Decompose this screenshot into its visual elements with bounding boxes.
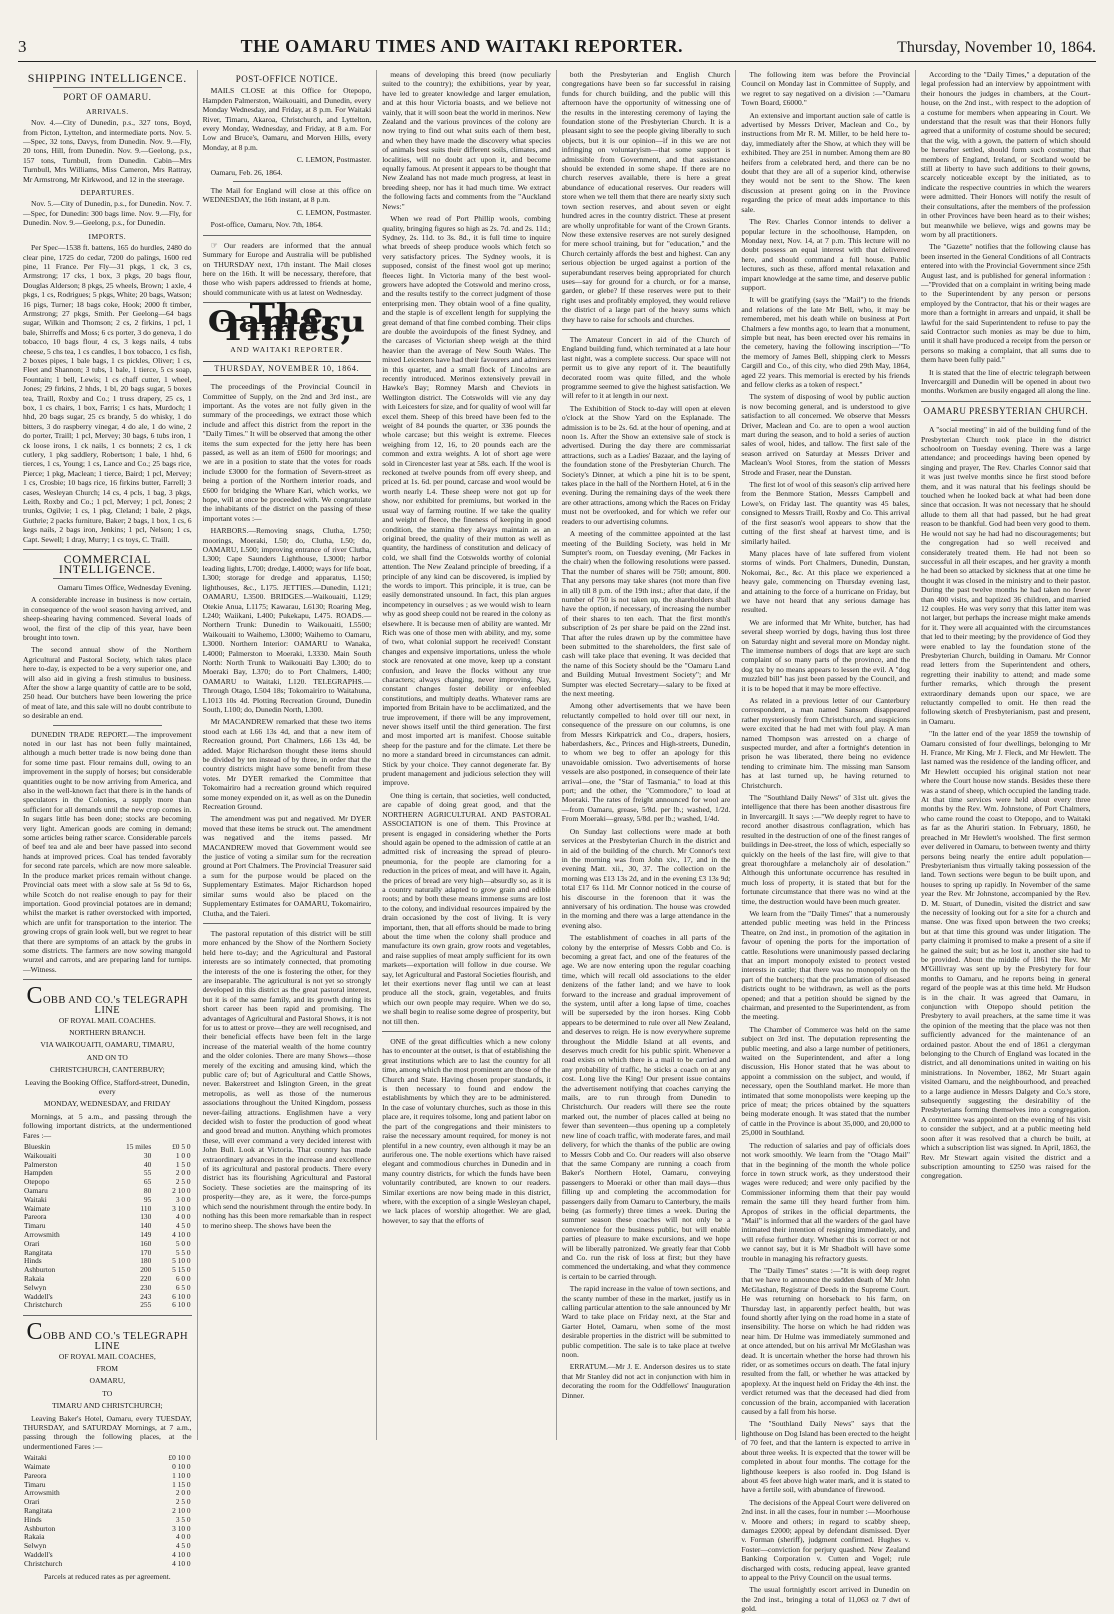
departures-heading: DEPARTURES. — [80, 188, 135, 198]
church-report: "In the latter end of the year 1859 the township of Oamaru consisted of four dwellings, belonging to Mr H. France, Mr King, Mr J. Fleck, and Mr Hewlett. The last named was the residence of the landing officer, and Mr Hewlett occupied his original station not near where the Court house now stands. Besides these there was a stand of sheep, which occupied the landing trade. At that time services were held about every three months by the Rev. Wm. Johnstone, of Port Chalmers, who came round the coast to Otepopo, and to Waitaki as far as the Ahuriri station. In February, 1860, he preached in Mr Hewlett's woolshed. The first sermon ever delivered in Oamaru, to between twenty and thirty persons being nearly the entire adult population—Presbyterianism thus virtually taking possession of the land. Town sections were begun to be built upon, and houses to spring up rapidly. In November of the same year the Rev. Mr Johnstone, accompanied by the Rev. D. M. Stuart, of Dunedin, visited the district and saw the necessity of looking out for a site for a church and manse. One was fixed upon between the two creeks; but at that time this ground was under litigation. The party claiming it promised to make a present of a site if he gained the suit; but as he lost it, another site had to be provided. About the middle of 1861 the Rev. Mr M'Gillivray was sent up by the Presbytery for four months to Oamaru, and he reports being in general regard of the people was at this time held. Mr Hudson is in the chair. It was agreed that Oamaru, in conjunction with Otepopo should petition the Presbytery to avail preachers, at the same time it was the opinion of the meeting that the place was not then sufficiently advanced for the maintenance of an ordained pastor. About the end of 1861 a clergyman belonging to the Church of England was located in the district, and all denominations united in waiting on his ministrations. In November, 1862, Mr Stuart again visited Oamaru, and the neighbourhood, and preached to a large audience in Messrs Dalgety and Co.'s store, subsequently suggesting the desirability of the Presbyterians forming themselves into a congregation. A committee was appointed on the evening of his visit to consider the subject, and at a public meeting held soon after it was resolved that a church be built, at which a subscription list was signed. In April, 1863, the Rev. Mr Stewart again visited the district and a subscription amounting to £250 was raised for the congregation. — [920, 729, 1091, 1181]
fare-place: Arrowsmith — [24, 1230, 60, 1239]
arrivals-heading: ARRIVALS. — [86, 106, 129, 116]
fare-distance: 55 — [143, 1168, 152, 1178]
post-office-notice: MAILS CLOSE at this Office for Otepopo, Hampden Palmerston, Waikouaiti, and Dunedin, every Monday Wednesday, and Friday, at 8 p.m. For Waitaki River, Timaru, Akaroa, Christchurch, and Lyttelton, every Monday, Wednesday, and Friday, at 8 a.m. For Low and Bruce's, Oamaru, and Morven Hills, every Monday, at 8 p.m. — [202, 86, 372, 152]
editorial-dateline: THURSDAY, NOVEMBER 10, 1864. — [203, 361, 372, 376]
news-item: The "Daily Times" states :—"It is with deep regret that we have to announce the sudden death of Mr John McGlashan, Registrar of Deeds in the Supreme Court. He was returning on horseback to his farm, on Thursday last, in apparently perfect health, but was found shortly after lying on the road home in a state of insensibility. The horse on which he had ridden was near him. Dr Hulme was immediately summoned and at once attended, but on his arrival Mr McGlashan was dead. It is uncertain whether the horse had thrown his rider, or as sometimes occurs on death. The fatal injury resulted from the fall, or whether he was attacked by apoplexy. At the inquest held on Friday the 4th inst. the verdict returned was that the deceased had died from concussion of the brain, accompanied with laceration caused by a fall from his horse. — [741, 1265, 910, 1417]
ad-to: TO — [102, 1388, 113, 1398]
column-4 — [557, 70, 737, 1440]
fare-distance: 230 — [140, 1282, 152, 1292]
divider — [203, 923, 372, 924]
fare-distance: 30 — [143, 1150, 152, 1160]
fare-price: 4 10 0 — [172, 1550, 191, 1559]
ad-leaving: Leaving the Booking Office, Stafford-street, Dunedin, every — [24, 1077, 190, 1096]
ad-destination: TIMARU AND CHRISTCHURCH; — [52, 1401, 163, 1411]
news-item: Many places have of late suffered from violent storms of winds. Port Chalmers, Dunedin, Dunstan, Nokomai, &c., &c. At this place we experienced a heavy gale, commencing on Thursday evening last, and attaining to the force of a hurricane on Friday, but we have not heard that any serious damage has resulted. — [741, 548, 910, 615]
divider — [562, 329, 731, 330]
article-paragraph: means of developing this breed (now peculiarly suited to the country); the exhibitions, year by year, have led to greater knowledge and larger emulation, and at this hour Victoria boasts, and we believe not vainly, that it will soon beat the world in merinos. New Zealand and the various provinces of the colony are now trying to find out what suits each of them best, and when they have made the discovery what species of animals best suits their different soils, climates, and localities, will no doubt act upon it, and become equally famous. At present it appears to be thought that New Zealand has not made much progress, at least in breeding sheep, nor has it had much time. We extract the following facts and comments from the "Auckland News:" — [382, 70, 551, 211]
fare-row — [23, 1205, 192, 1214]
fare-place: Pareora — [24, 1212, 47, 1222]
ad-drop-cap: C — [26, 1319, 43, 1346]
fare-place: Waddell's — [24, 1550, 53, 1559]
news-item: The first lot of wool of this season's clip arrived here from the Benmore Station, Messrs Campbell and Lowe's, on Friday last. The quantity was 45 bales, consigned to Messrs Traill, Roxby and Co. This arrival of the first season's wool appears to show that the cutting of the first sheaf at harvest time, and is similarly hailed. — [741, 480, 910, 546]
fare-distance: 255 — [140, 1300, 152, 1310]
trade-report: DUNEDIN TRADE REPORT.—The improvement noted in our last has not been fully maintained, although a much better trade is now being done than for some time past. Flour remains dull, owing to an improvement in the supply of horses; but considerable quantities ought to be now arriving from America, and also in the well-known fact that there is in the hands of speculators in the Colonies, a supply more than sufficient for all demands until the new crop comes in. In sugars little has been done; stocks are becoming very light. American goods are coming in demand; some articles being rather scarce. Considerable parcels of beef tea and ale and beer have passed into second hands at improved prices. Coal has tended favorably for second rate parcels, which are now more saleable. In the produce market prices remain without change. Provincial oats meet with a slow sale at 5s 9d to 6s, while Scotch do not realise enough to pay for their importation. Good provincial potatoes are in demand; whilst the market is rather overstocked with imported, which are unfit for transportation to the interior. The growing crops of grain look well, but we regret to hear that there are symptoms of an attack by the grubs in some districts. The farmers are now sowing mangold wurzel and carrots, and are preparing land for turnips.—Witness. — [23, 729, 192, 974]
column-3 — [377, 70, 557, 1440]
fare-row — [23, 1213, 192, 1222]
imports-heading: IMPORTS. — [88, 231, 127, 241]
issue-date: Thursday, November 10, 1864. — [897, 39, 1096, 56]
ad-route: VIA WAIKOUAITI, OAMARU, TIMARU, — [40, 1040, 175, 1050]
fare-price: 2 10 0 — [172, 1506, 191, 1516]
fare-place: Hampden — [24, 1168, 53, 1178]
news-item: It will be gratifying (says the "Mail") to the friends and relations of the late Mr Bell, who, it may be remembered, met his death while on business at Port Chalmers a few months ago, to learn that a monument, simple but neat, has been erected over his remains in the cemetery, having the following inscription—"To the memory of James Bell, shipping clerk to Messrs Cargill and Co., of this city, who died 29th May, 1864, aged 22 years. This memorial is erected by his friends and fellow clerks as a token of respect." — [741, 295, 910, 389]
ad-branch: NORTHERN BRANCH. — [69, 1027, 146, 1037]
news-item: The decisions of the Appeal Court were delivered on 2nd inst. in all the cases, four in number :—Moorhouse v. Moore and others; in regard to scabby sheep, damages £2000; appeal by defendant dismissed. Dyer v. Forman (sheriff), judgment confirmed. Hughes v. Foster—conviction for perjury quashed. New Zealand Banking Corporation v. Cutten and Vogel; rule discharged with costs, reducing appeal, leave granted to appeal to the Privy Council on the usual terms. — [741, 1497, 910, 1582]
fare-place: Orari — [24, 1238, 40, 1248]
fare-distance: 15 miles — [126, 1142, 152, 1152]
post-office-heading: POST-OFFICE NOTICE. — [235, 74, 338, 84]
church-heading: OAMARU PRESBYTERIAN CHURCH. — [923, 405, 1089, 416]
fare-place: Selwyn — [24, 1541, 47, 1551]
ad-destination: CHRISTCHURCH, CANTERBURY; — [49, 1065, 165, 1075]
cobb-coach-ad-oamaru — [23, 1319, 192, 1581]
fare-price: 3 0 0 — [175, 1194, 191, 1204]
pointing-hand-icon: ☞ — [210, 240, 224, 250]
fare-place: Rakaia — [24, 1532, 45, 1542]
departures-text: Nov. 5.—City of Dunedin, p.s., for Dunedin. Nov. 7.—Spec, for Dunedin: 300 bags lime. Nov. 9.—Fly, for Dunedin. Nov. 9.—Geelong, p.s., for Dunedin. — [23, 199, 192, 228]
fare-price: 6 5 0 — [175, 1282, 191, 1292]
fare-place: Waitaki — [24, 1453, 47, 1463]
fare-distance: 110 — [140, 1203, 152, 1213]
mail-notice: The Mail for England will close at this office on WEDNESDAY, the 16th instant, at 8 p.m. — [202, 186, 372, 205]
fare-place: Christchurch — [24, 1300, 63, 1310]
news-item: The system of disposing of wool by public auction is now becoming general, and is understood to give satisfaction to all concerned. We observe that Messrs Driver, Maclean and Co. are to open a wool auction mart during the season, and to hold a series of auction sales of wool, hides, and tallow. The first sale of the season arrived on Saturday at Messrs Driver and Maclean's Wool Stores, from the station of Messrs Strode and Fraser, near the Dunstan. — [741, 392, 910, 477]
divider — [382, 1031, 551, 1032]
ad-from: FROM — [96, 1363, 119, 1373]
news-item: The Exhibition of Stock to-day will open at eleven o'clock at the Show Yard on the Esplanade. The admission is to be 2s. 6d. at the hour of opening, and at noon 1s. After the Show an extensive sale of stock is advertised. During the day there are commissariat attractions, such as a Ladies' Bazaar, and the laying of the foundation stone of the Presbyterian Church. The Society's Dinner, at which a pine hit is to be spent, takes place in the hall of the Northern Hotel, at 6 in the evening. During the remaining days of the week there are other attractions, among which the Races on Friday must not be overlooked, and for which we refer our readers to our advertising columns. — [561, 403, 731, 526]
fare-price: 1 15 0 — [172, 1479, 191, 1489]
news-item: As related in a previous letter of our Canterbury correspondent, a man named Sansom disappeared rather mysteriously from Christchurch, and suspicions were excited that he had met with foul play. A man named Thompson was arrested on a charge of suspected murder, and after a fortnight's detention in prison he was liberated, there being no evidence tending to criminate him. The missing man Sansom has at last turned up, he having returned to Christchurch. — [741, 696, 910, 790]
ad-time: Mornings, at 5 a.m., and passing through the following important districts, at the undermentioned Fares :— — [23, 1111, 192, 1140]
fare-place: Rangitata — [24, 1506, 53, 1516]
fare-price: 2 5 0 — [175, 1497, 191, 1507]
fare-place: Waddell's — [24, 1291, 53, 1301]
fare-distance: 140 — [140, 1221, 152, 1231]
newspaper-title: THE OAMARU TIMES AND WAITAKI REPORTER. — [240, 36, 683, 56]
article-paragraph: When we read of Port Phillip wools, combing quality, bringing figures so high as 2s. 7d. and 2s. 11d.; Sydney, 2s. 11d. to 3s. 8d., it is full time to inquire what breeds of sheep produce wools which fetch so very satisfactory prices. The Sydney wools, it is supposed, consist of the finest wool got up merino; fleeces light. In Victoria many of the best wool-growers have adopted the Cotswold and merino cross, and the results testify to the correct judgment of those enterprising men. They obtain wool of a fine quality, and the staple is of excellent length for supplying the great demand of that fine combed combing. Their clips are double the avoirdupois of the finest Sydney, and the carcases of Victorian sheep weigh at the third heavier than the average of New South Wales. The mixed Leicesters have had their favourers and admirers in this quarter, and a small flock of Lincolns are recently introduced. Merinos extensively prevail in Hawke's Bay; Romney Marsh and Cheviots in Wellington district. The Cotswolds will vie any day with Leicesters for size, and for quality of wool will far excel them. Sheep of this breed have been fed to the weight of 84 pounds the quarter, or 336 pounds the whole carcase; but this weight is extreme. Fleeces weighing from 12, 16, to 20 pounds each are the common and extra weights. A lot of short age were sold in Cirencester last year at 58s. each. If the wool is reckoned at twelve pounds from off every sheep, and priced at 1s. 6d. per pound, carcase and wool would be worth nearly L4. These sheep were not got up for show, nor exhibited for premiums, but worked in the usual way of farming routine. If we take the quality and weight of fleece, the fineness of keeping in good condition, the stamina they always maintain as an original breed, the quality of their mutton as well as quantity, the hardiness of constitution and delicacy of cold, we shall find the Cotswolds worthy of colonial attention. The New Zealand principle of breeding, if a principle of any kind can be discovered, is implied by the words to import. This principle, it is true, can be easily demonstrated unsound. In fact, this plan argues incompetency in ourselves ; as we would wish to learn why as good sheep could not be reared in the colony as elsewhere. It is because men of ability are wanted. Mr Rich was one of those men with ability, and my, some of two, what colonial support he received! Constant changes and expensive importations, unless the whole stock are renovated at one move, keep up a constant confusion, and leave the flocks without any true characters; always changing, never improving. Nay, constant changes foster debility or enfeebled constitutions, and multiply deaths. Whatever rams are imported from Britain have to be acclimatized, and the true improvement, if there will be any improvement, never shows itself until the third generation. The first and most imported art is manifest. Choose suitable sheep for the pasture and for the climate. Let there be no more a standard breed in circumstances can admit. Stick by your choice. They cannot degenerate far. By prudent management and judicious selection they will improve. — [382, 214, 551, 788]
ad-days: MONDAY, WEDNESDAY, and FRIDAY — [43, 1099, 171, 1109]
news-item: ERRATUM.—Mr J. E. Anderson desires us to state that Mr Stanley did not act in conjunction with him in decorating the room for the Oddfellows' Inauguration Dinner. — [561, 1362, 731, 1400]
fare-distance: 180 — [140, 1256, 152, 1266]
news-item: The Amateur Concert in aid of the Church of England building fund, which terminated at a late hour last night, was a complete success. Our space will not permit us to give any report of it. The beautifully decorated room was quite filled, and the whole programme seemed to give the highest satisfaction. We will refer to it at length in our next. — [561, 334, 731, 401]
fare-row — [23, 1560, 192, 1569]
fare-place: Timaru — [24, 1479, 46, 1489]
news-item: The following item was before the Provincial Council on Monday last in Committee of Supply, and we regret to say negatived on a division :—"Oamaru Town Board, £6000." — [741, 70, 910, 108]
fare-price: 4 10 0 — [172, 1558, 191, 1568]
news-item: Among other advertisements that we have been reluctantly compelled to hold over till our next, in consequence of the pressure on our columns, is one from Messrs Kirkpatrick and Co., drapers, hosiers, haberdashers, &c., Princes and High-streets, Dunedin, to whom we beg to offer an apology for this unavoidable omission. Two advertisements of horse vessels are also postponed, in consequence of their late arrival—one, the "Star of Tasmania," to load at this port; and the other, the "Commodore," to load at Moeraki. The rates of freight announced for wool are—from Oamaru, grease, 5/8d. per lb.; washed, 1/2d. From Moeraki—greasy, 5/8d. per lb.; washed, 1/4d. — [561, 701, 731, 824]
article-paragraph: One thing is certain, that societies, well conducted, are capable of doing great good, and that the NORTHERN AGRICULTURAL AND PASTORAL ASSOCIATION is one of them. This Province at present is engaged in considering whether the Ports should again be opened to the admission of cattle at an admitted risk of increasing the spread of pleuro-pneumonia, for the people are clamoring for a reduction in the prices of meat, and will have it. Again, the prices of bread are very high—absurdly so, as it is a country naturally adapted to grow grain and edible roots; and by both these means immense sums are lost to the colony, and individual resources impaired by the drain occasioned by the cost of living. It is very important, then, that all efforts should be made to bring about the time when the colony shall produce and manufacture its own grain, grow roots and vegetables, and raise supplies of meat amply sufficient for its own markets—exportation will follow in due course. We say, let Agricultural and Pastoral Societies flourish, and let their exertions never flag until we can at least produce all the stock, grain, vegetables, and fruits which our own people may require. When we do so, we shall begin to realise some degree of prosperity, but not till then. — [382, 790, 551, 1026]
fare-place: Selwyn — [24, 1282, 47, 1292]
news-item: A meeting of the committee appointed at the last meeting of the Building Society, was held in Mr Sumpter's room, on Tuesday evening, (Mr Fackes in the chair) when the following resolutions were passed. That the number of shares will be 750; amount, 800. That any persons may take shares (not more than five in all) till 8 p.m. of the 19th inst.; after that date, if the number of 750 is not taken up, the shareholders shall have the option, if necessary, of increasing the number of their shares to ten each. That the first month's subscription of 2s per share be paid on the 22nd inst. That after the rules drawn up by the committee have been submitted to the shareholders, the first sale of cash will take place that evening. It was decided that the name of this Society should be the "Oamaru Land and Building Mutual Investment Society"; and Mr Sumpter was elected Secretary—salary to be fixed at the next meeting. — [561, 529, 731, 698]
editorial-paragraph: The pastoral reputation of this district will be still more enhanced by the Show of the Northern Society held here to-day; and the Agricultural and Pastoral interests are so intimately connected, that promoting the interests of the one is fostering the other, for they are inseparable. The agricultural is not yet so strongly developed in this district as the great pastoral interest, but it is of the same family, and its growth during its short career has been rapid and promising. The advantages of Agricultural and Pastoral Shows, it is not for us to attest or prove—they are well recognised, and their beneficial effects have been felt in the large increase of the material wealth of the home country and the older colonies. There are many Shows—those merely of the exciting and amusing kind, which the public care of; but of Agricultural and Cattle Shows, never. Bakerstreet and Islington Green, in the great metropolis, as well as those of the numerous associations throughout the United Kingdom, possess never-failing attractions. Englishmen have a very decided wish to foster the production of good wheat and good bread and mutton. Anything which promotes these, will ever command a very decided interest with John Bull. Look at Victoria. That country has made extraordinary advances in the increase and excellence of its agricultural and pastoral products. There every district has its flourishing Agricultural and Pastoral Society. These societies are the mainspring of its prosperity—they are, as it were, the force-pumps which send the nourishment through the entire body. In nothing has this been more remarkable than in respect to merino sheep. The shows have been the — [202, 928, 372, 1230]
fare-row — [23, 1275, 192, 1284]
divider — [951, 420, 1061, 421]
news-item: The establishment of coaches in all parts of the colony by the enterprise of Messrs Cobb and Co. is becoming a great fact, and one of the features of the age. We are now entering upon the regular coaching time, which will recall old associations to the elder denizens of the father land; and we have to look forward to the increase and gradual improvement of the system, until after a long lapse of time, coaches will be superseded by the iron horses. King Cobb appears to be determined to rule over all New Zealand, and deserves to reign. He is now everywhere supreme throughout the Middle Island at all events, and deserves much credit for his public spirit. Whenever a road exists on which there is a mail to be carried and any probability of traffic, he sticks a coach on at any cost. Long live the King! Our present issue contains the advertisement notifying that coaches carrying the mails, are to run through from Dunedin to Christchurch. Our readers will there see the route marked out, the number of places called at being no fewer than seventeen—thus opening up a completely new line of coach traffic, with moderate fares, and mail delivery, for which the thanks of the public are owing to Messrs Cobb and Co. Our readers will also observe that the same Company are running a coach from Baker's Northern Hotel, Oamaru, conveying passengers to Moeraki or other than mail days—thus filling up and completing the accommodation for passengers daily from Oamaru to Canterbury, the mails being (as formerly) three times a week. During the summer season these coaches will not only be a convenience for the business public, but will enable parties of pleasure to make excursions, and we hope will be liberally patronized. We greatly fear that Cobb and Co. run the risk of loss at first; but they have commenced the undertaking, and what they commence is certain to be carried through. — [561, 933, 731, 1281]
post-office-date: Post-office, Oamaru, Nov. 7th, 1864. — [210, 220, 323, 230]
news-item: According to the "Daily Times," a deputation of the legal profession had an interview by appointment with their honours the judges in chambers, at the Court-house, on the 2nd inst., with respect to the adoption of a costume for members when appearing in Court. We understand that the result was that their Honors fully agreed that a uniformity of costume should be secured; that the wig, with a gown, the pattern of which should be hereafter settled, should form such costume; that members of England, Ireland, or Scotland would be still at liberty to have such additions to their gowns, scarcely noticeable except by the initiated, as to indicate the respective countries in which the wearers were admitted. Their Honors will notify the result of their consultations, after the members of the profession in other Provinces have been heard as to their wishes; but meanwhile we believe, wigs and gowns may be worn by all practitioners. — [920, 70, 1091, 239]
news-item: We learn from the "Daily Times" that a numerously attended public meeting was held in the Princess Theatre, on 2nd inst., in promotion of the agitation in favour of opening the ports for the importation of cattle. Resolutions were unanimously passed declaring that an import monopoly existed to protect vested interests in cattle; that there was no monopoly on the part of the butchers; that the proclamation of diseased districts ought to be withdrawn, as well as the ports opened; and that a petition should be signed by the chairman, and presented to the Superintendent, as from the meeting. — [741, 908, 910, 1022]
divider — [23, 979, 192, 980]
commercial-heading: COMMERCIAL INTELLIGENCE. — [58, 552, 156, 576]
fare-price: 5 15 0 — [172, 1265, 191, 1275]
fare-price: 4 0 0 — [175, 1212, 191, 1222]
fare-price: 2 10 0 — [172, 1186, 191, 1196]
news-item: The Chamber of Commerce was held on the same subject on 3rd inst. The deputation representing the public meeting, and also a large number of petitioners, waited on the Superintendent, and after a long discussion, His Honor stated that he was about to appoint a commission on the subject, and would, if necessary, open the Southland market. He more than intimated that some monopolists were keeping up the price of meat; the prices obtained by the squatters being moderate enough. It was stated that the number of cattle in the Province is about 35,000, and 20,000 to 25,000 in Southland. — [741, 1024, 910, 1138]
fare-place: Blueskin — [24, 1142, 51, 1152]
fare-distance: 40 — [143, 1159, 152, 1169]
fare-table-oamaru — [23, 1454, 192, 1568]
fare-price: 0 10 0 — [172, 1462, 191, 1472]
commercial-paragraph: The second annual show of the Northern Agricultural and Pastoral Society, which takes place here to-day, is expected to be a very superior one, and will also aid in giving a fresh stimulus to business. After the show a large quantity of cattle are to be sold, 250 head. Our butchers have been lowering the price of meat of late, and this sale will no doubt contribute to so desirable an end. — [23, 645, 192, 721]
news-item: The reduction of salaries and pay of officials does not work smoothly. We learn from the "Otago Mail" that in the beginning of the month the whole police force in town struck work, as they understood their wages were reduced; and were only pacified by the Commissioner informing them that their pay would remain the same till they heard further from him. Apropos of strikes in the official departments, the "Mail" is informed that all the warders of the gaol have intimated their intention of resigning immediately, and will refuse further duty. Whether this is correct or not we cannot say, but it is Mr Shadbolt will have some trouble in managing his refractory guests. — [741, 1140, 910, 1263]
column-2 — [198, 70, 378, 1440]
ad-title-text: OBB AND CO.'s TELEGRAPH LINE — [42, 1331, 189, 1353]
fare-place: Waimate — [24, 1462, 51, 1472]
commercial-dateline: Oamaru Times Office, Wednesday Evening. — [57, 582, 192, 592]
fare-price: 5 5 0 — [175, 1247, 191, 1257]
news-item: On Sunday last collections were made at both services at the Presbyterian Church in the district and in aid of the building of the church. Mr Connor's text in the morning was from John xiv., 17, and in the evening Matt. xii., 30, 37. The collection on the morning was £13 13s 2d, and in the evening £3 13s 9d; total £17 6s 11d. Mr Connor noticed in the course of his discourse in the forenoon that it was the anniversary of his ordination. The house was crowded in the morning and there was a large attendance in the evening also. — [561, 826, 731, 930]
editorial-paragraph: The proceedings of the Provincial Council in Committee of Supply, on the 2nd and 3rd inst., are important. As the votes are not fully given in the summary of the proceedings, we extract those which include and affect this district from the report in the "Daily Times." It will be observed that among the other items the sum expected for the jetty here has been passed, as well as an item of £600 for moorings; and we are in a position to state that the votes for roads include £3000 for the formation of Severn-street as being a portion of the Northern interior roads, and £600 for bridging the Whare Kari, which works, we hope, will at once be proceeded with. We congratulate the inhabitants of the district on the passing of these important votes :— — [202, 382, 372, 523]
divider — [53, 578, 162, 579]
news-item: The "Southland Daily News" says that the lighthouse on Dog Island has been erected to the height of 70 feet, and that the lantern is expected to arrive in about three weeks. It is expected that the tower will be completed in about four months. The cottage for the lighthouse keepers is also roofed in. Dog Island is about 45 feet above high water mark, and it is stated to have a fertile soil, with abundance of firewood. — [741, 1419, 910, 1495]
divider — [53, 725, 162, 726]
fare-price: 6 10 0 — [172, 1291, 191, 1301]
ad-route-connector: AND ON TO — [86, 1052, 128, 1062]
ad-subtitle: OF ROYAL MAIL COACHES. — [58, 1015, 156, 1025]
fare-price: 5 10 0 — [172, 1256, 191, 1266]
fare-place: Palmerston — [24, 1159, 58, 1169]
page-number: 3 — [18, 37, 27, 56]
cobb-coach-ad-northern — [23, 983, 192, 1310]
imports-text: Per Spec—1538 ft. battens, 165 do hurdles, 2480 do clear pine, 1725 do cedar, 7200 do palings, 1600 red pine, 11 France. Per Fly—31 pkgs, 1 ck, 3 cs, Armstrong; 17 cks, 1 box, 3 pkgs, 20 bags flour, Douglas Alderson; 8 pkgs, 25 wheels, Brown; 1 axle, 4 pkgs, 1 cs, Rodrigues; 5 pkgs, White; 20 bags, Watson; 16 pigs, Turner; 18 bags coke, Hook; 2000 ft timber, Armstrong; 27 pkgs, Smith. Per Geelong—64 bags sugar, Wilkin and Thomson; 2 cs, 2 firkins, 1 pcl, 1 bale, Shirreffs and Moss; 6 cs porter, 3 do geneva, 1 do tobacco, 10 bags flour, 4 cs, 3 kegs nails, 4 tubs cheese, 5 chs tea, 1 cs candles, 1 box tobacco, 1 cs fish, 2 boxes pipes, 1 bale bags, 1 cs pickles, Oliver; 1 cs, Fleet and Shannon; 3 tubs, 1 bale, 1 tierce, 5 cs soap, Fountain; 1 bell, Lewis; 1 cs chaff cutter, 1 wheel, Jones; 29 firkins, 2 hhds, 1 bl, 20 bags sugar, 5 boxes tea, Traill, Roxby and Co.; 1 truss drapery, 25 cs, 1 box, 1 cs chairs, 1 box, Farris; 1 cs hats, Murdoch; 1 hhd, 20 bags sugar, 25 cs brandy, 5 do whisky, 1 do bitters, 3 do raspberry vinegar, 4 do ale, 1 do wine, 2 do porter, Traill; 1 pcl, Mervey; 30 bags, 6 tubs iron, 1 ck loose irons, 1 ck nails, 1 cs bonnets; 2 cs, 1 ck cutlery, 1 pkg saddlery, Robertson; 1 bale, 1 hhd, 6 tierces, 1 cs, Young; 1 cs, Lance and Co.; 25 bags rice, Pierce; 1 pkg, Maclean; 1 tierce, Baird; 1 pcl, Mervey; 1 cs, Crosbie; 10 bags rice, 16 firkins butter, Farrell; 3 cases, Wesleyan Church; 14 cs, 4 pcls, 1 bag, 3 pkgs, Leith, Roxby and Co.; 1 pcl, Mervey; 1 pcl, Jones; 2 trunks, Ogilvie; 1 cs, 1 pkg, Cleland; 1 bale, 2 pkgs, Guthrie; 2 packs furniture, Baker; 2 bags, 1 box, 1 cs, 6 kegs nails, 2 bags iron, Jenkins; 1 pcl, Nelson; 1 cs, Capt. Sewell; 1 dray, Murry; 1 cs toys, C. Traill. — [23, 243, 192, 544]
shipping-heading: SHIPPING INTELLIGENCE. — [27, 71, 187, 85]
fare-place: Orari — [24, 1497, 40, 1507]
masthead — [18, 36, 1096, 62]
article-paragraph: ONE of the great difficulties which a new colony has to encounter at the outset, is that of establishing the great institutions which are to last the country for all time, among which the most prominent are those of the Church and State. Having chosen proper standards, it is then necessary to found and endow the establishments by which they are to be administered. In the case of voluntary churches, such as those in this place are, it requires tolsome, long and patient labor on the part of the congregations and their ministers to raise the necessary amount required, for money is not plentiful in a new country, even although it may be an auriferous one. The noble exertions which have raised elegant and commodious churches in Dunedin and in many country districts, for which the funds have been voluntarily contributed, are known to our readers. Similar exertions are now being made in this district, where, with the exception of a single Wesleyan chapel, we lack places of worship altogether. We are glad, however, to say that the efforts of — [382, 1037, 551, 1225]
ad-title — [23, 1319, 192, 1353]
fare-row — [23, 1178, 192, 1187]
fare-price: 1 10 0 — [172, 1470, 191, 1480]
fare-place: Pareora — [24, 1470, 47, 1480]
fare-place: Oamaru — [24, 1186, 48, 1196]
fare-distance: 170 — [140, 1247, 152, 1257]
news-item: It is stated that the line of electric telegraph between Invercargill and Dunedin will be opened in about two months. Workmen are busily engaged all along the line. — [920, 367, 1091, 396]
divider — [233, 181, 342, 182]
fare-row — [23, 1301, 192, 1310]
nameplate-subtitle: AND WAITAKI REPORTER. — [230, 345, 344, 355]
fare-row — [23, 1525, 192, 1534]
fare-price: 4 5 0 — [175, 1221, 191, 1231]
church-report: A "social meeting" in aid of the building fund of the Presbyterian Church took place in the district schoolroom on Tuesday evening. There was a large attendance; and proceedings having been opened by singing and prayer, The Rev. Charles Connor said that it was just twelve months since he first stood before them, and it was natural that his feelings should be touched when he looked back at what had been done since that occasion. It was not necessary that he should allude to them all that had passed, but he had great reason to be thankful. God had been very good to them. He would not say he had had no discouragements; but the congregation had so well received and considerately treated them. He had not been so successful in all their escapes, and her gravity a month he had been so attacked by sickness that at one time he thought it was closed in the ministry and to their pastor. During the past twelve months he had taken no fewer than 400 visits, and baptized 36 children, and married 12 couples. He was very sorry that this latter item was not larger, but perhaps the increase might make amends for it. They were all acquainted with the circumstances that led to their meeting; by the providence of God they were enabled to lay the foundation stone of the Presbyterian Church, building in Oamaru. Mr Connor read letters from the Superintendent and others, regretting their inability to attend; and made some further remarks, which through the present extraordinary demands upon our space, we are reluctantly compelled to omit. He then read the following sketch of Presbyterianism, past and present, in Oamaru. — [920, 425, 1091, 726]
news-item: The usual fortnightly escort arrived in Dunedin on the 2nd inst., bringing a total of 11,063 oz 7 dwt of gold. — [741, 1585, 910, 1614]
columns — [18, 70, 1096, 1614]
fare-price: 3 10 0 — [172, 1523, 191, 1533]
editorial-paragraph: Mr MACANDREW remarked that these two items stood each at L66 13s 4d, and that a new item of Recreation ground, Port Chalmers, L66 13s 4d, be added. Major Richardson thought these items should be divided by ten instead of by three, in order that the country districts might have some benefit from these votes. Mr DYER remarked the Committee that Tokomairiro had a recreation ground which required some money expended on it, as well as on the Dunedin Recreation Ground. — [202, 717, 372, 812]
fare-distance: 243 — [140, 1291, 152, 1301]
fare-distance: 80 — [143, 1186, 152, 1196]
fare-place: Christchurch — [24, 1558, 63, 1568]
reader-notice — [203, 241, 372, 297]
fare-distance: 149 — [140, 1230, 152, 1239]
news-item: The "Gazette" notifies that the following clause has been inserted in the General Conditions of all Contracts entered into with the Provincial Government since 25th August last, and is published for general information :—"Provided that on a complaint in writing being made to the Superintendent by any person or persons employed by the Contractor, that his or their wages are more than a fortnight in arrears and unpaid, it shall be lawful for the said Superintendent to refuse to pay the said Contractor such monies as may be due to him, until it shall have produced a receipt from the person or persons so making a complaint, that all sums due to them have been fully paid." — [920, 242, 1091, 365]
fare-price: 2 5 0 — [175, 1177, 191, 1187]
fare-price: 1 0 0 — [175, 1150, 191, 1160]
fare-row — [23, 1463, 192, 1472]
fare-row — [23, 1249, 192, 1258]
news-item: The Rev. Charles Connor intends to deliver a popular lecture in the schoolhouse, Hampden, on Monday next, Nov. 14, at 7 p.m. This lecture will no doubt possess an equal interest with that delivered here, and should command a full house. Public lectures, such as these, afford mental relaxation and impart knowledge at the same time, and deserve public support. — [741, 217, 910, 292]
fare-price: £0 5 0 — [172, 1142, 191, 1152]
ad-drop-cap: C — [26, 983, 43, 1010]
fare-distance: 95 — [143, 1194, 152, 1204]
fare-row — [23, 1231, 192, 1240]
divider — [23, 549, 192, 550]
fare-place: Hinds — [24, 1514, 42, 1524]
fare-place: Waimate — [24, 1203, 51, 1213]
fare-distance: 160 — [140, 1238, 152, 1248]
divider — [53, 87, 162, 88]
fare-row — [23, 1533, 192, 1542]
divider — [23, 1315, 192, 1316]
fare-row — [23, 1507, 192, 1516]
fare-price: 3 5 0 — [175, 1514, 191, 1524]
fare-table-northern — [23, 1143, 192, 1310]
editorial-paragraph: The amendment was put and negatived. Mr DYER moved that these items be struck out. The amendment was negatived and the items passed. Mr MACANDREW moved that Government would see the justice of voting a similar sum for the recreation ground at Port Chalmers. The Provincial Treasurer said a sum for the purpose would be placed on the Supplementary Estimates. Major Richardson hoped similar sums would also be placed on the Supplementary Estimates for OAMARU, Tokomairiro, Clutha, and the Taieri. — [202, 814, 372, 918]
column-1 — [18, 70, 198, 1581]
fare-place: Otepopo — [24, 1177, 50, 1187]
news-item: The "Southland Daily News" of 31st ult. gives the intelligence that there has been another disastrous fire in Invercargill. It says :—"We deeply regret to have to record another disastrous conflagration, which has resulted in the destruction of one of the finest ranges of buildings in Dee-street, the loss of which, especially so quickly on the heels of the last fire, will give to that great thoroughfare a melancholy air of desolation." Although this unfortunate occurrence has resulted in much loss of property, it is stated that but for the fortunate circumstance that there was no wind at the time, the destruction would have been much greater. — [741, 793, 910, 906]
fare-place: Waitaki — [24, 1194, 47, 1204]
fare-price: 1 5 0 — [175, 1159, 191, 1169]
fare-place: Timaru — [24, 1221, 46, 1231]
divider — [203, 235, 372, 236]
fare-distance: 65 — [143, 1177, 152, 1187]
nameplate-title: The Oamaru Times, — [207, 297, 367, 348]
fare-price: 4 5 0 — [175, 1541, 191, 1551]
editorial-votes: HARBORS.—Removing snags, Clutha, L750; moorings, Moeraki, L50; do, Clutha, L50; do, OAMARU, L500; improving entrance of river Clutha, L300; Cape Saunders Lighthouse, L3000; harbor leading lights, L700; dredge, L4000; ways for life boat, L300; storage for dredge and apparatus, L150; lighthouses, &c., L175. JETTIES.—Dunedin, L121; OAMARU, L3500. BRIDGES.—Waikouaiti, L129; Otekie Anua, L1175; Kawarau, L6130; Roaring Meg, L240; Waiikani, L400; Pukekapu, L475. ROADS.—Northern Trunk: Dunedin to Waikouaiti, L5500; Waikouaiti to Waihemo, L3000; Waihemo to Oamaru, L3000. Northern Interior: OAMARU to Wanaka, L4000; Palmerston to Moeraki, L3330. Main South North: North Trunk to Waikouaiti Bay L300; do to Moeraki Bay, L370; do to Port Chalmers, L400; OAMARU to Waitaki, L120. TELEGRAPHS.—Through Otago, L504 18s; Tokomairiro to Waitahuna, L1013 10s 4d. Plotting Recreation Ground, Dunedin South, L100; do, Dunedin North, L300. — [202, 526, 372, 714]
fare-price: 4 10 0 — [172, 1230, 191, 1239]
ad-footer: Parcels at reduced rates as per agreement. — [43, 1571, 171, 1581]
fare-place: Arrowsmith — [24, 1488, 60, 1498]
ad-leaving: Leaving Baker's Hotel, Oamaru, every TUESDAY, THURSDAY, and SATURDAY Mornings, at 7 a.m., passing through the following places, at the undermentioned Fares :— — [23, 1413, 192, 1451]
fare-row — [23, 1472, 192, 1481]
fare-distance: 220 — [140, 1273, 152, 1283]
nameplate — [203, 297, 372, 355]
ad-title-text: OBB AND CO.'s TELEGRAPH LINE — [42, 995, 189, 1017]
fare-price: 6 0 0 — [175, 1273, 191, 1283]
fare-distance: 130 — [140, 1212, 152, 1222]
fare-price: 3 10 0 — [172, 1203, 191, 1213]
news-item: The rapid increase in the value of town sections, and the scanty number of these in the market, justify us in calling particular attention to the sale announced by Mr Ward to take place on Friday next, at the Star and Garter Hotel, Oamaru, when some of the most desirable properties in the district will be submitted to public competition. The sale is to take place at twelve noon. — [561, 1284, 731, 1360]
article-paragraph: both the Presbyterian and English Church congregations have been so far successful in raising funds for church building, and the public will this afternoon have the opportunity of witnessing one of the results in the interesting ceremony of laying the foundation stone of the Presbyterian Church. It is a pleasant sight to see the people giving liberally to such objects, but it is our opinion—if in this we are not infringing on voluntaryism—that some support is admissible from Government, and that assistance should be extended in some shape. If there are no church reserves available, there is here a great abundance of educational reserves. Our readers will store when we tell them that there are nearly sixty such town section reserves, and about seven or eight hundred acres in the country district. These at present are wholly unprofitable for want of the Crown Grants. Now these extensive reserves are not surely designed for mere school training, but for "education," and the Church certainly affords the best and highest. Can any serious objection be urged against a portion of the superabundant reserves being appropriated for church uses—say for ground for a church, or for a manse, garden, or glebe? If these reserves were put to their right uses and profitably employed, they would relieve the district of a large part of the heavy sums which they have to raise for schools and churches. — [561, 70, 731, 324]
fare-place: Rakaia — [24, 1273, 45, 1283]
fare-place: Ashburton — [24, 1265, 56, 1275]
commercial-paragraph: A considerable increase in business is now certain, in consequence of the wool season having arrived, and sheep-shearing having commenced. Several loads of wool, the first of the clip of this year, have been brought into town. — [23, 595, 192, 642]
news-item: An extensive and important auction sale of cattle is advertised by Messrs Driver, Maclean and Co., by instructions from Mr R. M. Miller, to be held here to-day, immediately after the Show, at which they will be exhibited. They are 251 in number. Among them are 80 heifers from a celebrated herd, and there can be no doubt that they are all of a superior kind, otherwise they would not be sent to the Show. The keen discussion at present going on in the Province regarding the price of meat adds importance to this sale. — [741, 110, 910, 214]
ad-subtitle: OF ROYAL MAIL COACHES, — [58, 1351, 156, 1361]
arrivals-text: Nov. 4.—City of Dunedin, p.s., 327 tons, Boyd, from Picton, Lyttelton, and intermediate ports. Nov. 5.—Spec, 32 tons, Davys, from Dunedin. Nov. 9.—Fly, 20 tons, Hill, from Dunedin. Nov. 9.—Geelong, p.s., 157 tons, Turnbull, from Dunedin. Cabin—Mrs Turnbull, Mrs Williams, Miss Cameron, Mrs Rattray, Mr Armstrong, Mr Kirkwood, and 12 in the steerage. — [23, 118, 192, 184]
fare-price: 2 0 0 — [175, 1168, 191, 1178]
fare-place: Waikouaiti — [24, 1150, 57, 1160]
fare-price: 5 0 0 — [175, 1238, 191, 1248]
post-office-signature: C. LEMON, Postmaster. — [296, 155, 372, 165]
fare-distance: 200 — [140, 1265, 152, 1275]
port-heading: PORT OF OAMARU. — [63, 92, 152, 103]
fare-price: 6 10 0 — [172, 1300, 191, 1310]
divider — [921, 401, 1091, 402]
news-item: We are informed that Mr White, butcher, has had several sheep worried by dogs, having thus lost three on Saturday night and several more on Monday night. The immense numbers of dogs that are kept are such complaint of so many parts of the province, and the dog tax by no means appears to lessen the evil. A "dog muzzled bill" has just been passed by the Council, and it is to be hoped that it may be more effective. — [741, 617, 910, 693]
fare-row — [23, 1187, 192, 1196]
column-5 — [736, 70, 916, 1614]
fare-price: 2 0 0 — [175, 1488, 191, 1498]
reader-notice-text: Our readers are informed that the annual Summary for Europe and Australia will be published on THURSDAY next, 17th instant. The Mail closes here on the 16th. It will be necessary, therefore, that those who wish papers addressed to friends at home, should communicate with us at latest on Wednesday. — [202, 240, 372, 297]
fare-row — [23, 1489, 192, 1498]
post-office-date: Oamaru, Feb. 26, 1864. — [210, 167, 283, 177]
column-6 — [916, 70, 1096, 1440]
fare-row — [23, 1266, 192, 1275]
post-office-signature: C. LEMON, Postmaster. — [296, 207, 372, 217]
fare-place: Ashburton — [24, 1523, 56, 1533]
fare-place: Rangitata — [24, 1247, 53, 1257]
fare-price: £0 10 0 — [168, 1453, 191, 1463]
ad-title — [23, 983, 192, 1017]
fare-price: 4 0 0 — [175, 1532, 191, 1542]
ad-origin: OAMARU, — [89, 1376, 126, 1386]
fare-place: Hinds — [24, 1256, 42, 1266]
